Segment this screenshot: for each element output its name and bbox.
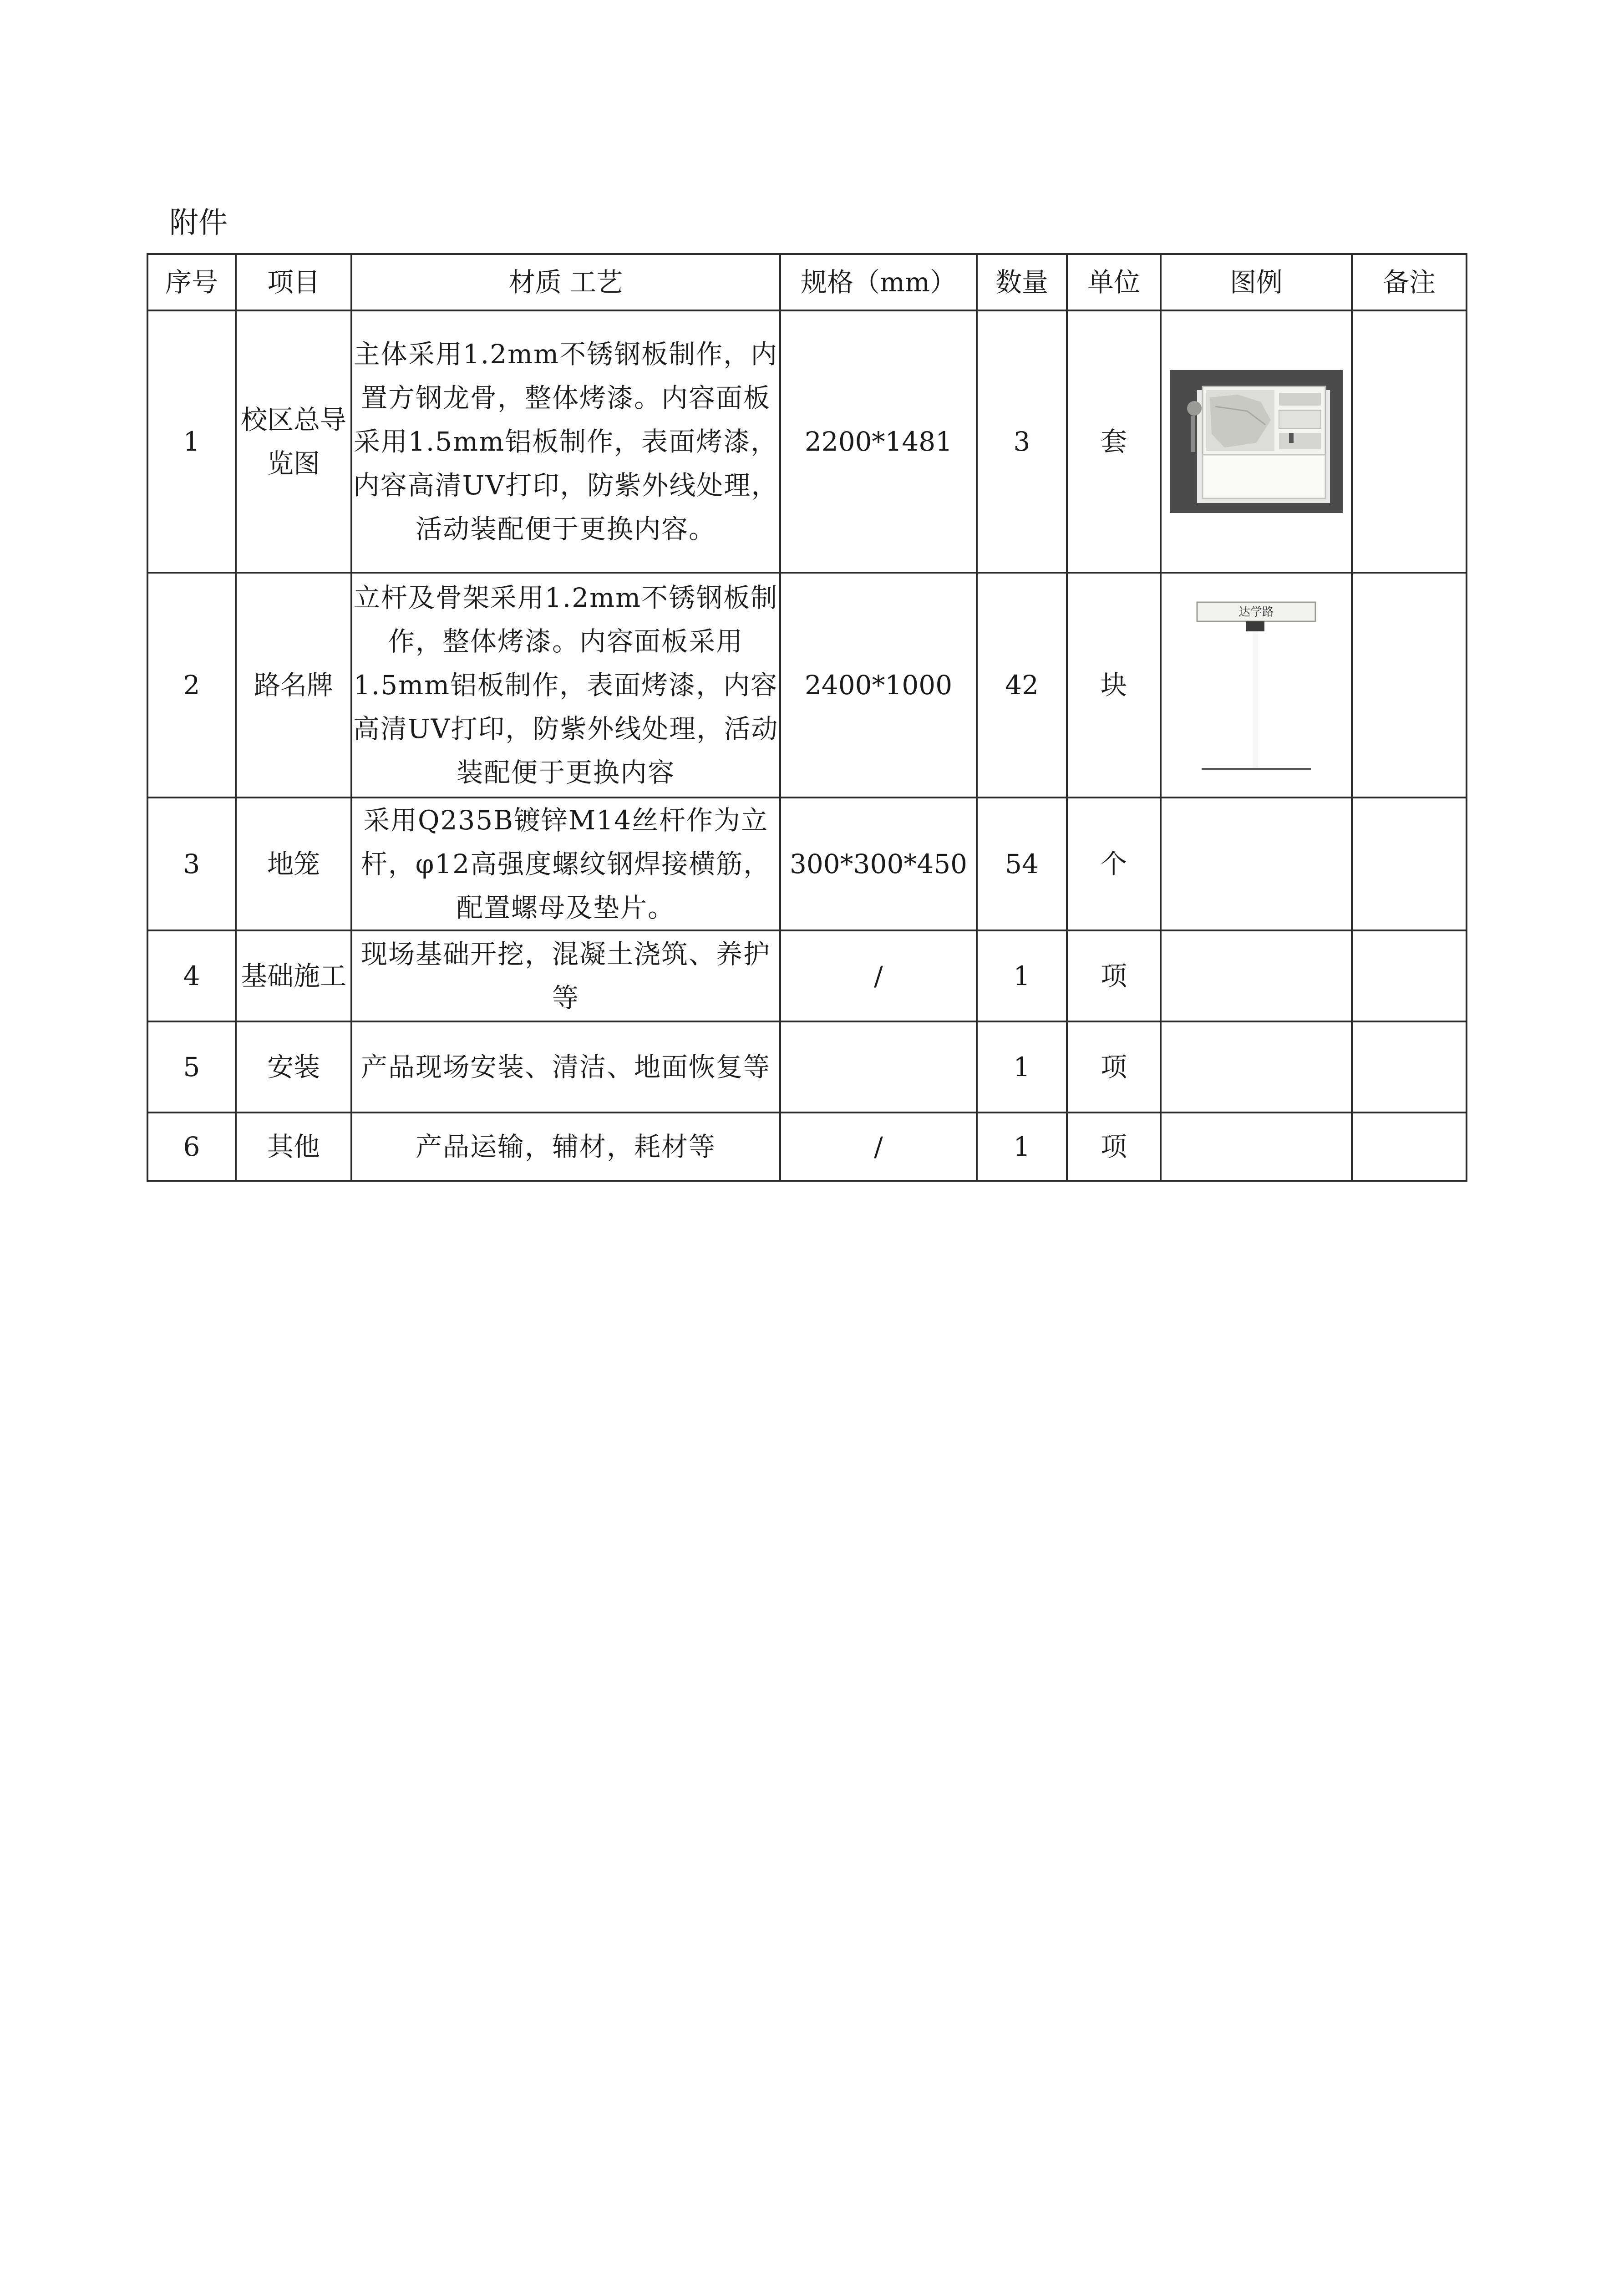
cell-material: 现场基础开挖，混凝土浇筑、养护等 bbox=[351, 930, 780, 1021]
table-row bbox=[147, 310, 1467, 573]
header-material: 材质 工艺 bbox=[351, 254, 780, 310]
cell-spec: 300*300*450 bbox=[780, 798, 977, 930]
cell-remark bbox=[1352, 930, 1467, 1021]
header-qty: 数量 bbox=[977, 254, 1067, 310]
cell-qty: 1 bbox=[977, 1021, 1067, 1113]
attachment-label: 附件 bbox=[169, 206, 228, 240]
cell-qty: 54 bbox=[977, 798, 1067, 930]
cell-spec bbox=[780, 1021, 977, 1113]
cell-remark bbox=[1352, 310, 1467, 573]
cell-unit: 项 bbox=[1067, 930, 1161, 1021]
table-row bbox=[147, 1021, 1467, 1113]
table-row bbox=[147, 1113, 1467, 1181]
cell-remark bbox=[1352, 1021, 1467, 1113]
cell-image bbox=[1161, 1113, 1352, 1181]
cell-remark bbox=[1352, 798, 1467, 930]
header-image: 图例 bbox=[1161, 254, 1352, 310]
header-spec: 规格（mm） bbox=[780, 254, 977, 310]
cell-index: 1 bbox=[147, 310, 236, 573]
cell-material: 产品现场安装、清洁、地面恢复等 bbox=[351, 1021, 780, 1113]
cell-image bbox=[1161, 1021, 1352, 1113]
cell-unit: 个 bbox=[1067, 798, 1161, 930]
cell-unit: 项 bbox=[1067, 1021, 1161, 1113]
table-header-row bbox=[147, 254, 1467, 310]
table-row bbox=[147, 798, 1467, 930]
header-unit: 单位 bbox=[1067, 254, 1161, 310]
header-index: 序号 bbox=[147, 254, 236, 310]
specification-table bbox=[147, 253, 1467, 1182]
cell-spec: / bbox=[780, 930, 977, 1021]
cell-spec: / bbox=[780, 1113, 977, 1181]
cell-qty: 1 bbox=[977, 1113, 1067, 1181]
header-remark: 备注 bbox=[1352, 254, 1467, 310]
cell-image bbox=[1161, 930, 1352, 1021]
cell-index: 6 bbox=[147, 1113, 236, 1181]
cell-item: 路名牌 bbox=[236, 573, 351, 798]
cell-unit: 项 bbox=[1067, 1113, 1161, 1181]
cell-spec: 2200*1481 bbox=[780, 310, 977, 573]
header-item: 项目 bbox=[236, 254, 351, 310]
cell-index: 3 bbox=[147, 798, 236, 930]
cell-material: 采用Q235B镀锌M14丝杆作为立杆，φ12高强度螺纹钢焊接横筋，配置螺母及垫片。 bbox=[351, 798, 780, 930]
cell-material: 主体采用1.2mm不锈钢板制作，内置方钢龙骨，整体烤漆。内容面板采用1.5mm铝板制作，表面烤漆，内容高清UV打印，防紫外线处理，活动装配便于更换内容。 bbox=[351, 310, 780, 573]
cell-material: 产品运输，辅材，耗材等 bbox=[351, 1113, 780, 1181]
cell-qty: 3 bbox=[977, 310, 1067, 573]
cell-item: 其他 bbox=[236, 1113, 351, 1181]
cell-unit: 块 bbox=[1067, 573, 1161, 798]
cell-image bbox=[1161, 573, 1352, 798]
cell-item: 安装 bbox=[236, 1021, 351, 1113]
cell-unit: 套 bbox=[1067, 310, 1161, 573]
road-sign-text: 达学路 bbox=[1238, 605, 1274, 619]
cell-remark bbox=[1352, 573, 1467, 798]
table-row bbox=[147, 573, 1467, 798]
road-sign-image bbox=[1188, 589, 1325, 781]
cell-item: 校区总导览图 bbox=[236, 310, 351, 573]
cell-item: 基础施工 bbox=[236, 930, 351, 1021]
cell-index: 4 bbox=[147, 930, 236, 1021]
cell-image bbox=[1161, 798, 1352, 930]
cell-item: 地笼 bbox=[236, 798, 351, 930]
cell-spec: 2400*1000 bbox=[780, 573, 977, 798]
cell-remark bbox=[1352, 1113, 1467, 1181]
cell-image bbox=[1161, 310, 1352, 573]
cell-material: 立杆及骨架采用1.2mm不锈钢板制作，整体烤漆。内容面板采用1.5mm铝板制作，表面烤漆，内容高清UV打印，防紫外线处理，活动装配便于更换内容 bbox=[351, 573, 780, 798]
cell-qty: 42 bbox=[977, 573, 1067, 798]
campus-map-board-image bbox=[1170, 370, 1343, 513]
cell-index: 2 bbox=[147, 573, 236, 798]
table-row bbox=[147, 930, 1467, 1021]
cell-index: 5 bbox=[147, 1021, 236, 1113]
cell-qty: 1 bbox=[977, 930, 1067, 1021]
